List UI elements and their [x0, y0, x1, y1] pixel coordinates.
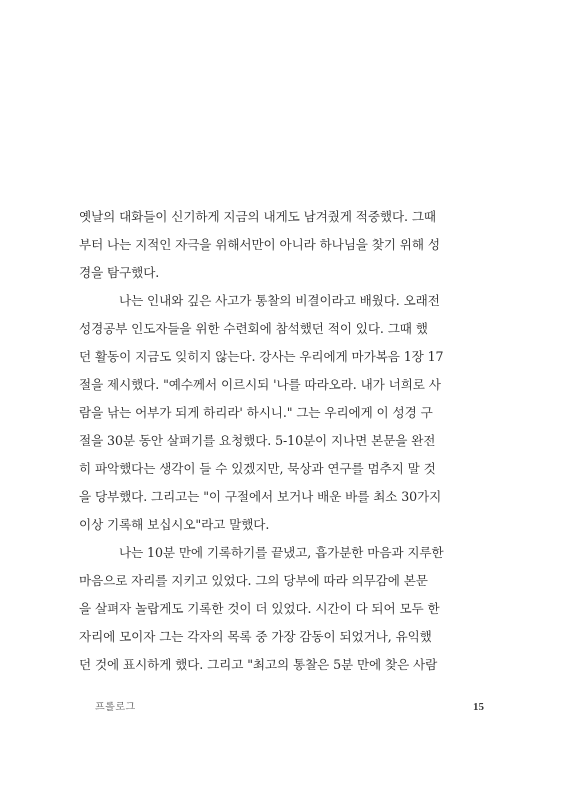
text-line: 을 살펴자 놀랍게도 기록한 것이 더 있었다. 시간이 다 되어 모두 한 — [79, 601, 440, 616]
text-line: 히 파악했다는 생각이 들 수 있겠지만, 묵상과 연구를 멈추지 말 것 — [79, 461, 436, 476]
text-line: 옛날의 대화들이 신기하게 지금의 내게도 남겨줬게 적중했다. 그때 — [79, 209, 436, 224]
text-line: 던 활동이 지금도 잊히지 않는다. 강사는 우리에게 마가복음 1장 17 — [79, 349, 444, 364]
text-line: 부터 나는 지적인 자극을 위해서만이 아니라 하나님을 찾기 위해 성 — [79, 237, 440, 252]
text-line: 마음으로 자리를 지키고 있었다. 그의 당부에 따라 의무감에 본문 — [79, 573, 428, 588]
paragraph-first-line: 나는 10분 만에 기록하기를 끝냈고, 흡가분한 마음과 지루한 — [119, 545, 444, 560]
text-line: 절을 30분 동안 살펴기를 요청했다. 5-10분이 지나면 본문을 완전 — [79, 433, 436, 448]
text-line: 던 것에 표시하게 했다. 그리고 "최고의 통찰은 5분 만에 찾은 사람 — [79, 657, 438, 672]
text-line: 람을 낚는 어부가 되게 하리라' 하시니." 그는 우리에게 이 성경 구 — [79, 405, 433, 420]
text-line: 을 당부했다. 그리고는 "이 구절에서 보거나 배운 바를 최소 30가지 — [79, 489, 442, 504]
text-line: 이상 기록해 보십시오"라고 말했다. — [79, 517, 270, 532]
text-line: 절을 제시했다. "예수께서 이르시되 '나를 따라오라. 내가 너희로 사 — [79, 377, 441, 392]
text-line: 경을 탐구했다. — [79, 265, 160, 280]
page-number: 15 — [473, 701, 484, 713]
body-text — [79, 203, 484, 679]
running-footer-section: 프롤로그 — [95, 702, 136, 713]
text-line: 성경공부 인도자들을 위한 수련회에 참석했던 적이 있다. 그때 했 — [79, 321, 428, 336]
paragraph-first-line: 나는 인내와 깊은 사고가 통찰의 비결이라고 배웠다. 오래전 — [119, 293, 440, 308]
text-line: 자리에 모이자 그는 각자의 목록 중 가장 감동이 되었거나, 유익했 — [79, 629, 432, 644]
